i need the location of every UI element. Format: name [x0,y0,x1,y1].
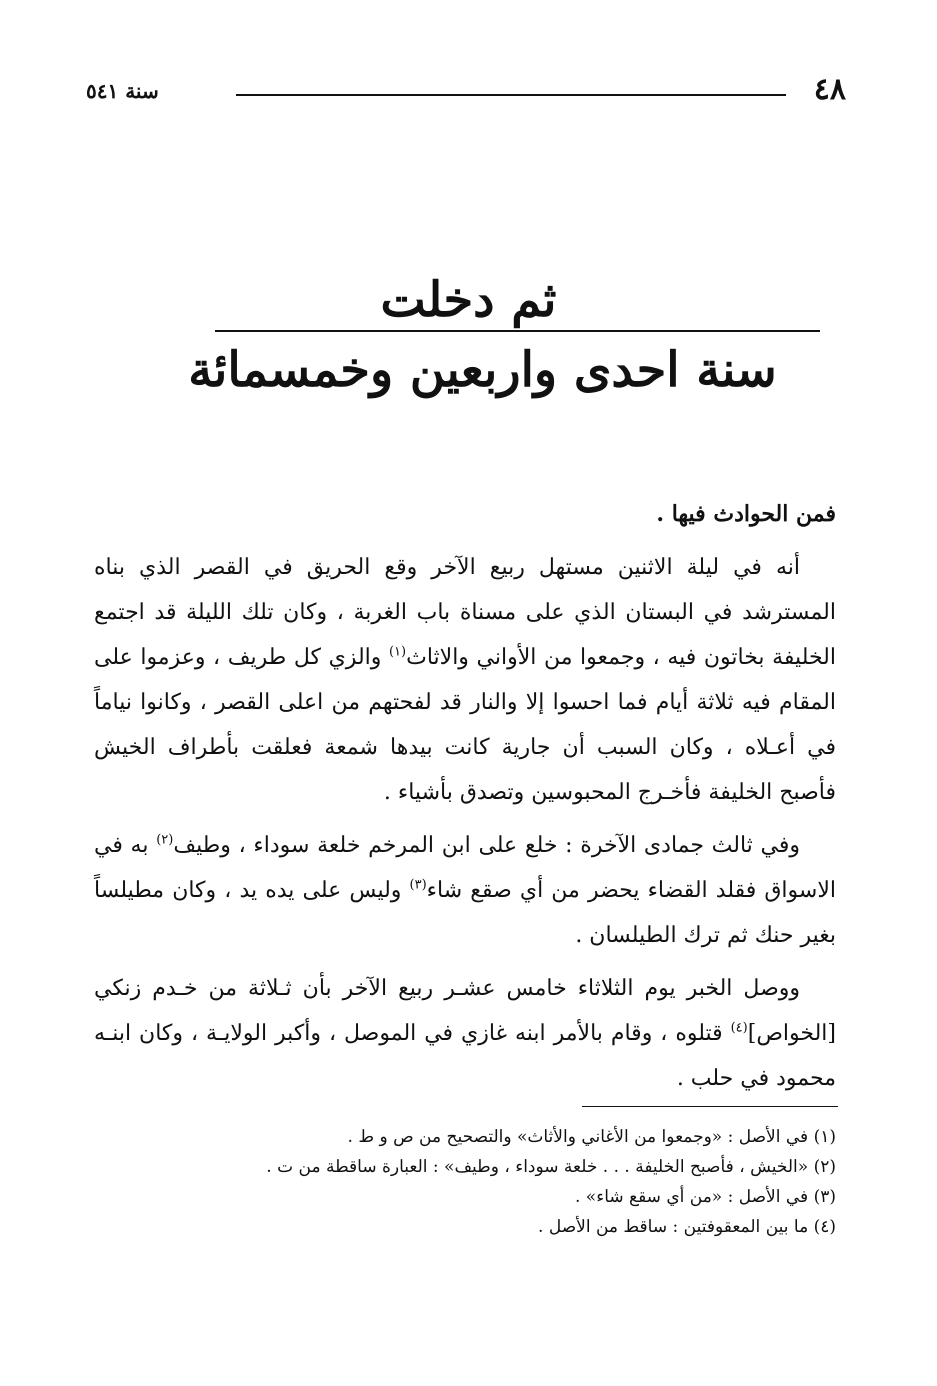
footnote-2: (٢) «الخيش ، فأصبح الخليفة . . . خلعة سوداء ، وطيف» : العبارة ساقطة من ت . [266,1157,836,1177]
footnote-ref-1[interactable]: (١) [388,644,407,660]
title-divider [215,330,820,332]
header-rule [236,94,786,96]
section-heading: فمن الحوادث فيها . [656,501,836,527]
paragraph-1-text-b: والزي كل طريف ، وعزموا على المقام فيه ثلاثة أيام فما احسوا إلا والنار قد لفحتهم من اعلى القصر ، وكانوا نياماً في أعـلاه ، وكان السبب أن جارية كانت بيدها شمعة فعلقت بأطراف الخيش فأصبح الخليفة فأخـرج المحبوسين وتصدق بأشياء . [94,645,836,805]
paragraph-2 [94,823,836,958]
paragraph-2-text-b: به في الاسواق فقلد القضاء يحضر من أي صقع شاء [94,833,836,903]
paragraph-3 [94,966,836,1101]
running-title: سنة ٥٤١ [86,79,159,103]
footnote-ref-4[interactable]: (٤) [730,1020,748,1036]
running-header [86,72,846,112]
footnote-ref-2[interactable]: (٢) [156,832,174,848]
footnote-divider [582,1106,838,1107]
paragraph-1 [94,545,836,815]
paragraph-1-text-a: أنه في ليلة الاثنين مستهل ربيع الآخر وقع الحريق في القصر الذي بناه المسترشد في البستان الذي على مسناة باب الغربة ، وكان تلك الليلة قد اجتمع الخليفة بخاتون فيه ، وجمعوا من الأواني والاثاث [94,555,837,670]
footnote-ref-3[interactable]: (٣) [409,877,427,893]
paragraph-2-text-c: وليس على يده يد ، وكان مطيلساً بغير حنك ثم ترك الطيلسان . [94,878,836,948]
footnote-3: (٣) في الأصل : «من أي سقع شاء» . [575,1187,836,1207]
paragraph-2-text-a: وفي ثالث جمادى الآخرة : خلع على ابن المرخم خلعة سوداء ، وطيف [173,833,800,858]
paragraph-3-text-a: ووصل الخبر يوم الثلاثاء خامس عشـر ربيع الآخر بأن ثـلاثة من خـدم زنكي [الخواص] [94,976,836,1046]
chapter-title-line-1: ثم دخلت [380,272,557,328]
main-text [94,492,836,1109]
footnotes [94,1122,836,1242]
footnote-4: (٤) ما بين المعقوفتين : ساقط من الأصل . [538,1217,836,1237]
footnote-1: (١) في الأصل : «وجمعوا من الأغاني والأثاث» والتصحيح من ص و ط . [347,1127,836,1147]
chapter-title-line-2: سنة احدى واربعين وخمسمائة [188,342,777,398]
page-number: ٤٨ [813,72,846,107]
paragraph-3-text-b: قتلوه ، وقام بالأمر ابنه غازي في الموصل ، وأكبر الولايـة ، وكان ابنـه محمود في حلب . [94,1021,836,1091]
